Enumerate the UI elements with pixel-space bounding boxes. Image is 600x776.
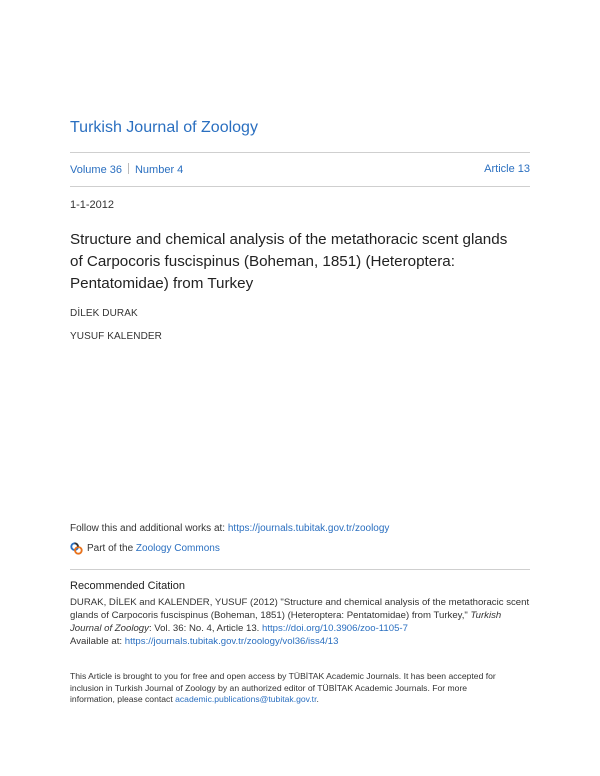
citation-divider	[70, 569, 530, 570]
part-of-line	[70, 542, 220, 555]
footer-line: This Article is brought to you for free and open access by TÜBİTAK Academic Journals. It has been accepted for	[70, 671, 496, 681]
issue-divider	[70, 186, 530, 187]
citation-line: : Vol. 36: No. 4, Article 13.	[148, 623, 262, 634]
issue-info	[70, 163, 530, 176]
cover-page	[70, 0, 530, 776]
volume-link[interactable]: Volume 36	[70, 164, 122, 176]
footer-end: .	[316, 694, 319, 704]
article-title	[70, 229, 535, 295]
journal-title-link[interactable]: Turkish Journal of Zoology	[70, 119, 258, 136]
top-divider	[70, 152, 530, 153]
publication-date: 1-1-2012	[70, 199, 115, 211]
follow-text: Follow this and additional works at:	[70, 523, 228, 534]
follow-line	[70, 523, 389, 534]
title-line: Pentatomidae) from Turkey	[70, 275, 254, 292]
doi-link[interactable]: https://doi.org/10.3906/zoo-1105-7	[262, 623, 408, 634]
issue-separator	[128, 163, 129, 174]
citation-heading: Recommended Citation	[70, 580, 185, 592]
follow-link[interactable]: https://journals.tubitak.gov.tr/zoology	[227, 523, 390, 534]
contact-email-link[interactable]: academic.publications@tubitak.gov.tr	[175, 694, 317, 704]
zoology-commons-link[interactable]: Zoology Commons	[135, 543, 220, 554]
footer-line: information, please contact	[70, 694, 176, 704]
available-link[interactable]: https://journals.tubitak.gov.tr/zoology/vol36/iss4/13	[124, 636, 339, 647]
citation-journal: Journal of Zoology	[70, 623, 149, 634]
title-line: Structure and chemical analysis of the metathoracic scent glands	[70, 231, 508, 248]
citation-line: DURAK, DİLEK and KALENDER, YUSUF (2012) "Structure and chemical analysis of the metathoracic scent	[70, 597, 530, 608]
article-link[interactable]: Article 13	[484, 163, 530, 175]
open-access-icon	[70, 542, 83, 555]
author-name: DİLEK DURAK	[70, 308, 138, 319]
author-name: YUSUF KALENDER	[70, 331, 162, 342]
citation-line: glands of Carpocoris fuscispinus (Boheman, 1851) (Heteroptera: Pentatomidae) from Turkey,"	[70, 610, 471, 621]
available-label: Available at:	[70, 636, 125, 647]
citation-text	[70, 596, 532, 648]
title-line: of Carpocoris fuscispinus (Boheman, 1851) (Heteroptera:	[70, 253, 455, 270]
number-link[interactable]: Number 4	[134, 164, 184, 176]
part-of-prefix: Part of the	[87, 543, 134, 554]
footer-notice	[70, 671, 530, 706]
citation-journal: Turkish	[470, 610, 502, 621]
footer-line: inclusion in Turkish Journal of Zoology by an authorized editor of TÜBİTAK Academic Journals. For more	[70, 682, 468, 693]
